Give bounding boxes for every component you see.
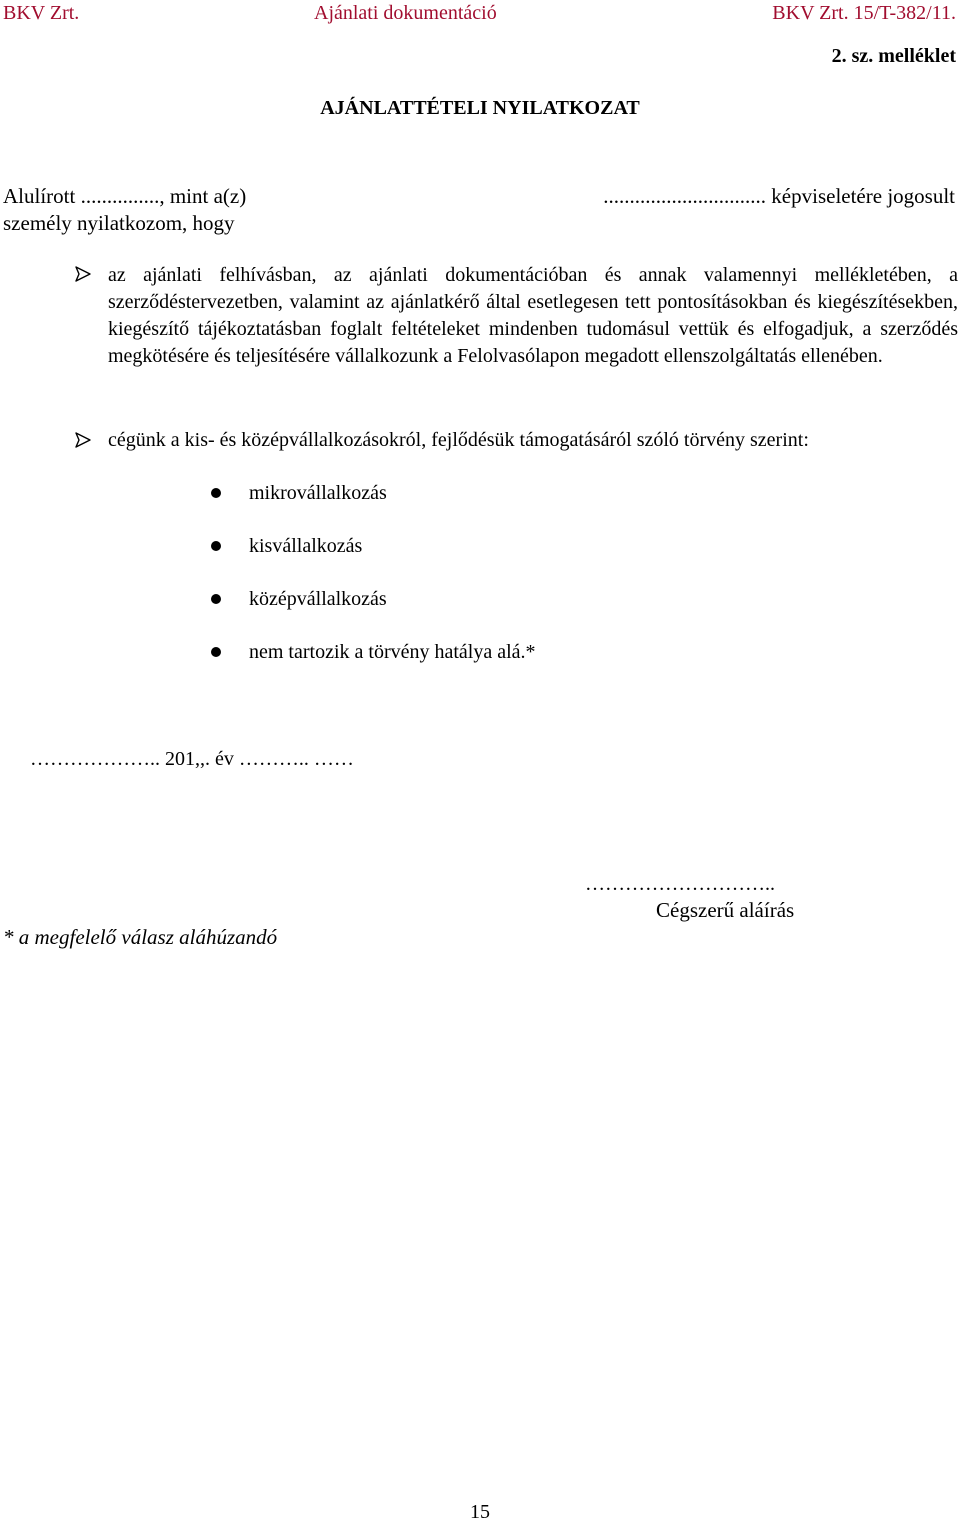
- document-title: AJÁNLATTÉTELI NYILATKOZAT: [320, 97, 640, 119]
- arrow-bullet-icon: [74, 431, 92, 449]
- annex-label: 2. sz. melléklet: [831, 45, 956, 67]
- option-micro[interactable]: mikrovállalkozás: [249, 482, 387, 504]
- intro-paragraph: [3, 183, 955, 237]
- bullet-dot-icon: [211, 541, 221, 551]
- footnote: * a megfelelő válasz aláhúzandó: [3, 925, 278, 949]
- bullet-dot-icon: [211, 488, 221, 498]
- page-number: 15: [470, 1501, 490, 1523]
- signature-line: ………………………..: [585, 873, 775, 895]
- option-small[interactable]: kisvállalkozás: [249, 535, 363, 557]
- header-left: BKV Zrt.: [3, 2, 80, 24]
- intro-line-1-left: Alulírott ..............., mint a(z): [3, 184, 247, 208]
- date-line: ……………….. 201,,. év ……….. ……: [30, 748, 354, 770]
- bullet-dot-icon: [211, 647, 221, 657]
- option-medium[interactable]: középvállalkozás: [249, 588, 387, 610]
- intro-line-1-right: ............................... képviseletére jogosult: [603, 184, 955, 208]
- signature-label: Cégszerű aláírás: [656, 898, 795, 922]
- header-right: BKV Zrt. 15/T-382/11.: [772, 2, 956, 24]
- intro-line-1: [3, 183, 955, 210]
- option-not-applicable[interactable]: nem tartozik a törvény hatálya alá.*: [249, 641, 536, 663]
- bullet-dot-icon: [211, 594, 221, 604]
- arrow-bullet-icon: [74, 265, 92, 283]
- intro-line-2: személy nyilatkozom, hogy: [3, 211, 235, 235]
- declaration-item: cégünk a kis- és középvállalkozásokról, fejlődésük támogatásáról szóló törvény szerint:: [108, 429, 809, 451]
- declaration-item: az ajánlati felhívásban, az ajánlati dokumentációban és annak valamennyi mellékletében, a szerződéstervezetben, valamint az ajánlatkérő által esetlegesen tett pontosításokban és kiegészítésekben, kiegészítő tájékoztatásban foglalt feltételeket mindenben tudomásul vettük és elfogadjuk, a szerződés megkötésére és teljesítésére vállalkozunk a Felolvasólapon megadott ellenszolgáltatás ellenében.: [108, 264, 958, 367]
- header-center: Ajánlati dokumentáció: [314, 2, 497, 24]
